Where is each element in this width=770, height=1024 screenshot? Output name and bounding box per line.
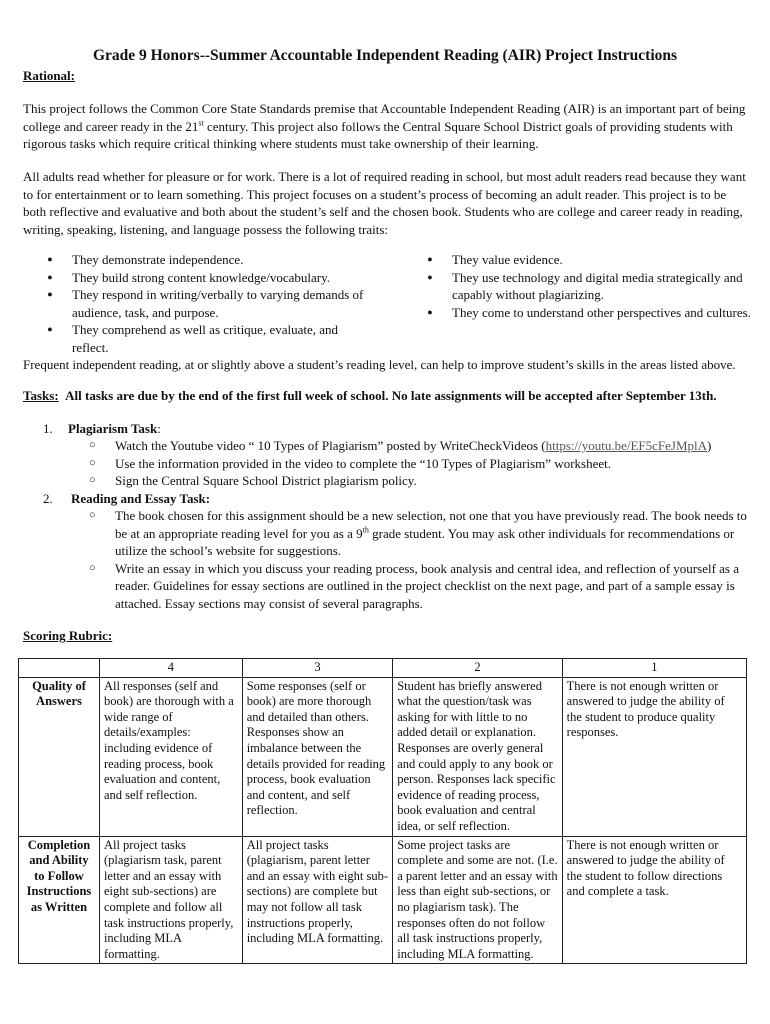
list-item: ○ Use the information provided in the video to complete the “10 Types of Plagiarism” worksheet.	[89, 455, 611, 471]
table-row	[19, 677, 747, 836]
header-score: 2	[393, 659, 562, 678]
list-item: ○ The book chosen for this assignment should be a new selection, not one that you have previously read. The book needs to be at an appropriate reading level for you as a 9th grade student. You may ask other individuals for recommendations or utilize the school’s website for suggestions.	[89, 508, 747, 558]
list-item: ● They value evidence.	[408, 251, 753, 269]
rational-paragraph-3	[23, 356, 747, 374]
bullet-icon: ●	[47, 289, 53, 299]
header-score: 1	[562, 659, 746, 678]
table-cell: All responses (self and book) are thorough with a wide range of details/examples: including evidence of reading process, book evaluation and content, and self reflection.	[99, 677, 242, 836]
task-1-subitems	[23, 437, 747, 490]
table-cell: There is not enough written or answered to judge the ability of the student to follow directions and complete a task.	[562, 836, 746, 964]
tasks-heading	[23, 388, 717, 404]
list-item: ○ Sign the Central Square School District plagiarism policy.	[89, 473, 417, 488]
youtube-link[interactable]: https://youtu.be/EF5cFeJMplA	[545, 438, 708, 453]
traits-list-left	[28, 251, 372, 356]
list-item: ● They respond in writing/verbally to varying demands of audience, task, and purpose.	[28, 286, 372, 321]
rational-p1-text: This project follows the Common Core State Standards premise that Accountable Independent Reading (AIR) is an important part of being college and career ready in the 21st century. This project also follows the Central Square School District goals of providing students with rigorous tasks which require critical thinking where students must take ownership of their learning.	[23, 101, 746, 151]
task-2-title: Reading and Essay Task:	[71, 491, 211, 506]
list-item: ○ Write an essay in which you discuss your reading process, book analysis and central idea, and reflection of yourself as a reader. Guidelines for essay sections are outlined in the project checklist on the next page, and part of a sample essay is attached. Essay sections may consist of several paragraphs.	[89, 560, 740, 611]
table-cell: Some responses (self or book) are more thorough and detailed than others. Responses show an imbalance between the details provided for reading process, book evaluation and content, and self reflection.	[242, 677, 393, 836]
bullet-icon: ●	[47, 254, 53, 264]
table-cell: There is not enough written or answered to judge the ability of the student to produce quality responses.	[562, 677, 746, 836]
page-title: Grade 9 Honors--Summer Accountable Independent Reading (AIR) Project Instructions	[92, 47, 678, 64]
rational-paragraph-1	[23, 100, 747, 153]
table-cell: All project tasks (plagiarism, parent letter and an essay with eight sub-sections) are complete but may not follow all task instructions properly, including MLA formatting.	[242, 836, 393, 964]
task-1-number: 1.	[43, 421, 53, 436]
header-empty	[19, 659, 100, 678]
list-item: ● They build strong content knowledge/vocabulary.	[28, 269, 372, 287]
bullet-icon: ●	[47, 324, 53, 334]
header-score: 3	[242, 659, 393, 678]
rational-p2-text: All adults read whether for pleasure or for work. There is a lot of required reading in school, but most adult readers read because they want to for entertainment or to learn something. This project focuses on a student’s process of becoming an adult reader. This project is to be both reflective and evaluative and both about the student’s self and the chosen book. Students who are college and career ready in reading, writing, speaking, listening, and language possess the following traits:	[23, 169, 746, 237]
header-score: 4	[99, 659, 242, 678]
circle-bullet-icon: ○	[89, 456, 96, 469]
rational-heading: Rational:	[23, 68, 75, 83]
rational-paragraph-2	[23, 168, 747, 238]
table-header-row	[19, 659, 747, 678]
circle-bullet-icon: ○	[89, 561, 96, 574]
list-item: ○ Watch the Youtube video “ 10 Types of Plagiarism” posted by WriteCheckVideos (https://youtu.be/EF5cFeJMplA)	[89, 438, 712, 453]
tasks-label: Tasks:	[23, 388, 59, 403]
table-row	[19, 836, 747, 964]
rational-p3-text: Frequent independent reading, at or slightly above a student’s reading level, can help to improve student’s skills in the areas listed above.	[23, 357, 736, 372]
rubric-heading: Scoring Rubric:	[23, 628, 113, 643]
task-2-subitems	[23, 507, 747, 612]
bullet-icon: ●	[427, 306, 433, 317]
rational-p1-source	[0, 0, 1, 1]
table-cell: All project tasks (plagiarism task, parent letter and an essay with eight sub-sections) are complete and follow all task instructions properly, including MLA formatting.	[99, 836, 242, 964]
bullet-icon: ●	[47, 271, 53, 282]
traits-list-right	[408, 251, 753, 321]
bullet-icon: ●	[427, 271, 433, 282]
list-item: ● They use technology and digital media strategically and capably without plagiarizing.	[408, 269, 753, 304]
circle-bullet-icon: ○	[89, 474, 96, 486]
circle-bullet-icon: ○	[89, 439, 96, 451]
tasks-note: All tasks are due by the end of the first full week of school. No late assignments will be accepted after September 13th.	[65, 388, 717, 403]
task-2-number: 2.	[43, 491, 53, 506]
bullet-icon: ●	[427, 254, 433, 264]
list-item: ● They demonstrate independence.	[28, 251, 372, 269]
table-cell: Some project tasks are complete and some are not. (I.e. a parent letter and an essay with less than eight sub-sections, or no plagiarism task). The responses often do not follow all task instructions properly, including MLA formatting.	[393, 836, 562, 964]
task-1-title: Plagiarism Task:	[68, 421, 161, 436]
scoring-rubric-table	[18, 658, 747, 964]
circle-bullet-icon: ○	[89, 509, 96, 521]
row-label: Quality of Answers	[19, 677, 100, 836]
row-label: Completion and Ability to Follow Instructions as Written	[19, 836, 100, 964]
table-cell: Student has briefly answered what the question/task was asking for with little to no added detail or explanation. Responses are overly general and could apply to any book or person. Responses lack specific evidence of reading process, book evaluation and central idea, or self reflection.	[393, 677, 562, 836]
superscript: st	[198, 118, 204, 128]
list-item: ● They comprehend as well as critique, evaluate, and reflect.	[28, 321, 372, 356]
list-item: ● They come to understand other perspectives and cultures.	[408, 304, 753, 322]
